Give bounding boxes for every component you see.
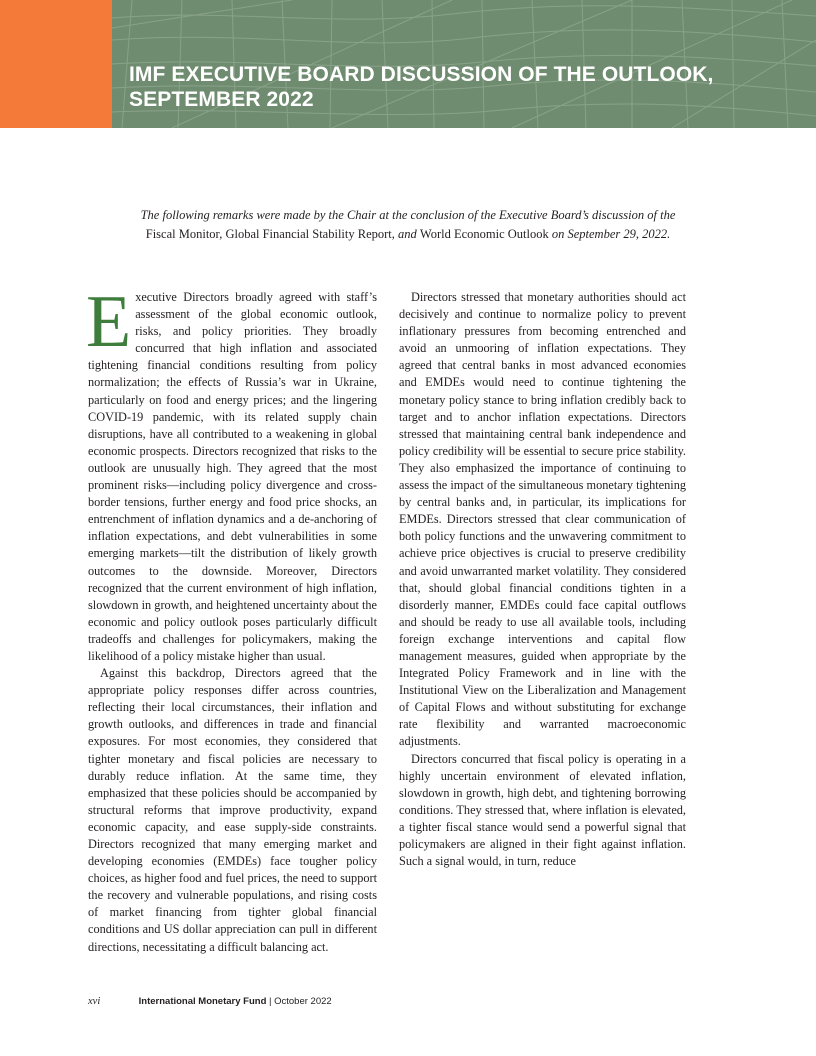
footer-org: International Monetary Fund [138,996,267,1007]
drop-cap: E [86,281,132,363]
intro-publication-1: Fiscal Monitor, Global Financial Stability Report, [145,227,395,241]
intro-publication-2: World Economic Outlook [419,227,549,241]
paragraph-2: Against this backdrop, Directors agreed that the appropriate policy responses differ across countries, reflecting their local circumstances, their inflation and growth outlooks, and differences in trade and financial exposures. For most economies, they considered that tighter monetary and fiscal policies are necessary to durably reduce inflation. At the same time, they emphasized that these policies should be accompanied by structural reforms that improve productivity, expand economic capacity, and ease supply-side constraints. Directors recognized that many emerging market and developing economies (EMDEs) face tougher policy choices, as higher food and fuel prices, the need to support the recovery and vulnerable populations, and rising costs of market financing from tighter global financial conditions and US dollar appreciation can pull in different directions, necessitating a difficult balancing act. [88,666,377,954]
paragraph-4: Directors concurred that fiscal policy is operating in a highly uncertain environment of elevated inflation, slowdown in growth, high debt, and tightening borrowing conditions. They stressed that, where inflation is elevated, a tighter fiscal stance would send a powerful signal that policymakers are aligned in their fight against inflation. Such a signal would, in turn, reduce [399,751,686,869]
orange-accent-block [0,0,112,128]
intro-tail: on September 29, 2022. [551,227,671,241]
footer-date: October 2022 [274,996,332,1007]
page-footer [88,996,332,1007]
page-number: xvi [88,996,101,1007]
intro-and: and [398,227,417,241]
header-banner [0,0,816,128]
footer-separator: | [269,996,272,1007]
title-line-2: SEPTEMBER 2022 [129,88,314,111]
body-column-right [399,289,686,870]
intro-lead: The following remarks were made by the Chair at the conclusion of the Executive Board’s discussion of the [140,208,676,222]
paragraph-1-text: xecutive Directors broadly agreed with staff’s assessment of the global economic outlook, risks, and policy priorities. They broadly concurred that high inflation and associated tightening financial conditions resulting from policy normalization; the effects of Russia’s war in Ukraine, particularly on food and energy prices; and the lingering COVID-19 pandemic, with its related supply chain disruptions, have all contributed to a weakening in global economic prospects. Directors recognized that risks to the outlook are unusually high. They agreed that the most prominent risks—including policy divergence and cross-border tensions, further energy and food price shocks, an entrenchment of inflation dynamics and a de-anchoring of inflation expectations, and debt vulnerabilities in some emerging markets—tilt the distribution of likely growth outcomes to the downside. Moreover, Directors recognized that the current environment of high inflation, slowdown in growth, and heightened uncertainty about the economic and policy outlook poses particularly difficult tradeoffs and challenges for policymakers, making the likelihood of a policy mistake higher than usual. [88,290,377,663]
paragraph-3: Directors stressed that monetary authorities should act decisively and continue to normalize policy to prevent inflationary pressures from becoming entrenched and avoid an unmooring of inflation expectations. They agreed that central banks in most advanced economies and EMDEs would need to continue tightening the monetary policy stance to bring inflation credibly back to target and to anchor inflation expectations. Directors stressed that maintaining central bank independence and policy credibility will be essential to secure price stability. They also emphasized the importance of continuing to assess the impact of the simultaneous monetary tightening by central banks and, in particular, its implications for EMDEs. Directors stressed that clear communication of both policy functions and the unwavering commitment to achieve price objectives is crucial to preserve credibility and avoid unwarranted market volatility. They considered that, should global financial conditions tighten in a disorderly manner, EMDEs could face capital outflows and should be ready to use all available tools, including foreign exchange interventions and capital flow management measures, guided when appropriate by the Integrated Policy Framework and in line with the Institutional View on the Liberalization and Management of Capital Flows and without substituting for exchange rate flexibility and warranted macroeconomic adjustments. [399,290,686,749]
intro-note [100,206,716,244]
body-column-left [86,281,377,956]
paragraph-1 [86,281,377,665]
title-line-1: IMF EXECUTIVE BOARD DISCUSSION OF THE OUTLOOK, [129,63,714,86]
page-title [129,62,729,112]
